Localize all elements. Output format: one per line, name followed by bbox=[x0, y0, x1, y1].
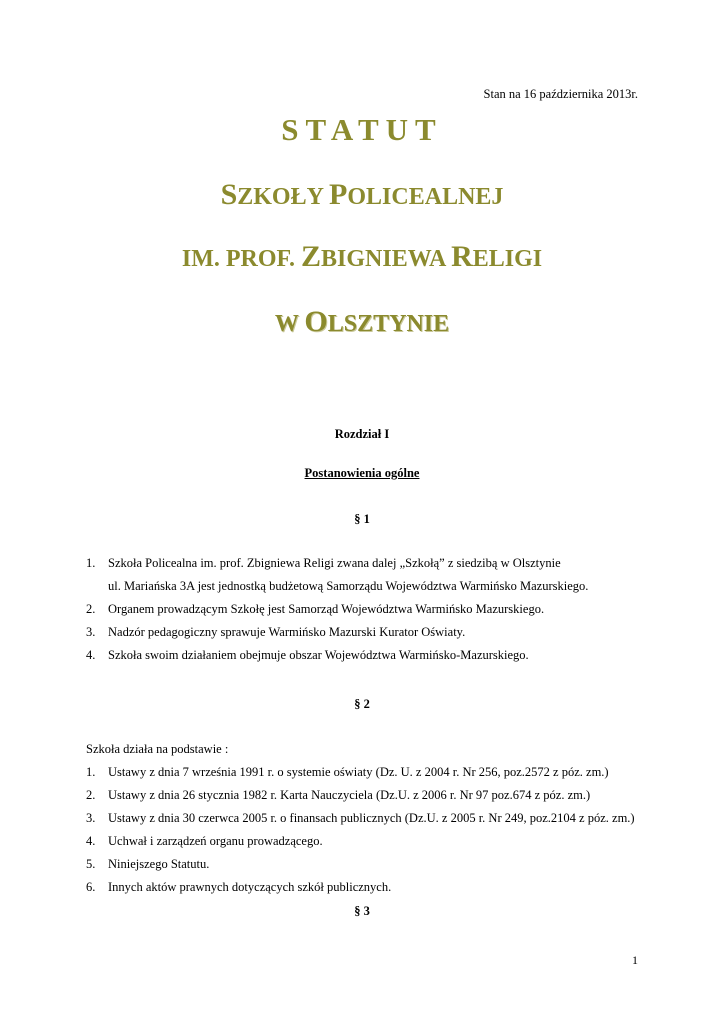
title-small: BIGNIEWA bbox=[321, 246, 452, 272]
list-item-number: 2. bbox=[86, 602, 96, 616]
title-school-name bbox=[0, 178, 724, 212]
list-item-text-continued: ul. Mariańska 3A jest jednostką budżetową Samorządu Województwa Warmińsko Mazurskiego. bbox=[108, 579, 589, 593]
list-item-number: 1. bbox=[86, 765, 96, 779]
list-item-number: 6. bbox=[86, 880, 96, 894]
chapter-label: Rozdział I bbox=[334, 427, 390, 441]
list-item bbox=[86, 644, 646, 667]
list-item-text: Ustawy z dnia 7 września 1991 r. o systemie oświaty (Dz. U. z 2004 r. Nr 256, poz.2572 z póz. zm.) bbox=[108, 765, 609, 779]
title-small: ZKOŁY bbox=[237, 184, 330, 210]
list-item-text: Uchwał i zarządzeń organu prowadzącego. bbox=[108, 834, 323, 848]
list-item-number: 4. bbox=[86, 834, 96, 848]
title-statut: STATUT bbox=[281, 112, 443, 147]
list-item-number: 2. bbox=[86, 788, 96, 802]
title-cap: S bbox=[220, 178, 238, 211]
list-item-text: Szkoła swoim działaniem obejmuje obszar Województwa Warmińsko-Mazurskiego. bbox=[108, 648, 529, 662]
list-item bbox=[86, 807, 686, 830]
list-item-number: 5. bbox=[86, 857, 96, 871]
list-item bbox=[86, 552, 646, 598]
section-3-heading: § 3 bbox=[354, 904, 370, 918]
list-item bbox=[86, 761, 686, 784]
section-1-heading: § 1 bbox=[354, 512, 370, 526]
list-item bbox=[86, 830, 686, 853]
section-2-heading: § 2 bbox=[354, 697, 370, 711]
title-cap: O bbox=[304, 305, 328, 338]
section-2-list bbox=[86, 761, 686, 899]
list-item-number: 3. bbox=[86, 625, 96, 639]
title-cap: R bbox=[451, 240, 473, 273]
date-line: Stan na 16 października 2013r. bbox=[483, 87, 638, 101]
title-city bbox=[0, 305, 724, 339]
page-number: 1 bbox=[632, 953, 638, 967]
title-cap: P bbox=[329, 178, 348, 211]
list-item-number: 1. bbox=[86, 556, 96, 570]
list-item-text: Niniejszego Statutu. bbox=[108, 857, 210, 871]
title-small: IM. PROF. bbox=[181, 246, 301, 272]
list-item-text: Nadzór pedagogiczny sprawuje Warmińsko Mazurski Kurator Oświaty. bbox=[108, 625, 466, 639]
list-item-number: 3. bbox=[86, 811, 96, 825]
list-item bbox=[86, 784, 686, 807]
list-item-text: Ustawy z dnia 30 czerwca 2005 r. o finansach publicznych (Dz.U. z 2005 r. Nr 249, poz.2104 z póz. zm.) bbox=[108, 811, 635, 825]
title-small: W bbox=[274, 311, 305, 337]
section-2-intro: Szkoła działa na podstawie : bbox=[86, 742, 229, 756]
list-item-text: Organem prowadzącym Szkołę jest Samorząd Województwa Warmińsko Mazurskiego. bbox=[108, 602, 545, 616]
title-small: LSZTYNIE bbox=[327, 311, 450, 337]
list-item bbox=[86, 876, 686, 899]
list-item-number: 4. bbox=[86, 648, 96, 662]
list-item-text: Szkoła Policealna im. prof. Zbigniewa Religi zwana dalej „Szkołą” z siedzibą w Olsztynie bbox=[108, 556, 561, 570]
title-small: ELIGI bbox=[472, 246, 543, 272]
title-small: OLICEALNEJ bbox=[347, 184, 504, 210]
list-item-text: Innych aktów prawnych dotyczących szkół publicznych. bbox=[108, 880, 392, 894]
list-item-text: Ustawy z dnia 26 stycznia 1982 r. Karta Nauczyciela (Dz.U. z 2006 r. Nr 97 poz.674 z póz. zm.) bbox=[108, 788, 591, 802]
list-item bbox=[86, 598, 646, 621]
section-1-list bbox=[86, 552, 646, 667]
title-cap: Z bbox=[301, 240, 322, 273]
title-patron bbox=[0, 240, 724, 274]
list-item bbox=[86, 853, 686, 876]
list-item bbox=[86, 621, 646, 644]
chapter-subtitle: Postanowienia ogólne bbox=[304, 466, 420, 480]
